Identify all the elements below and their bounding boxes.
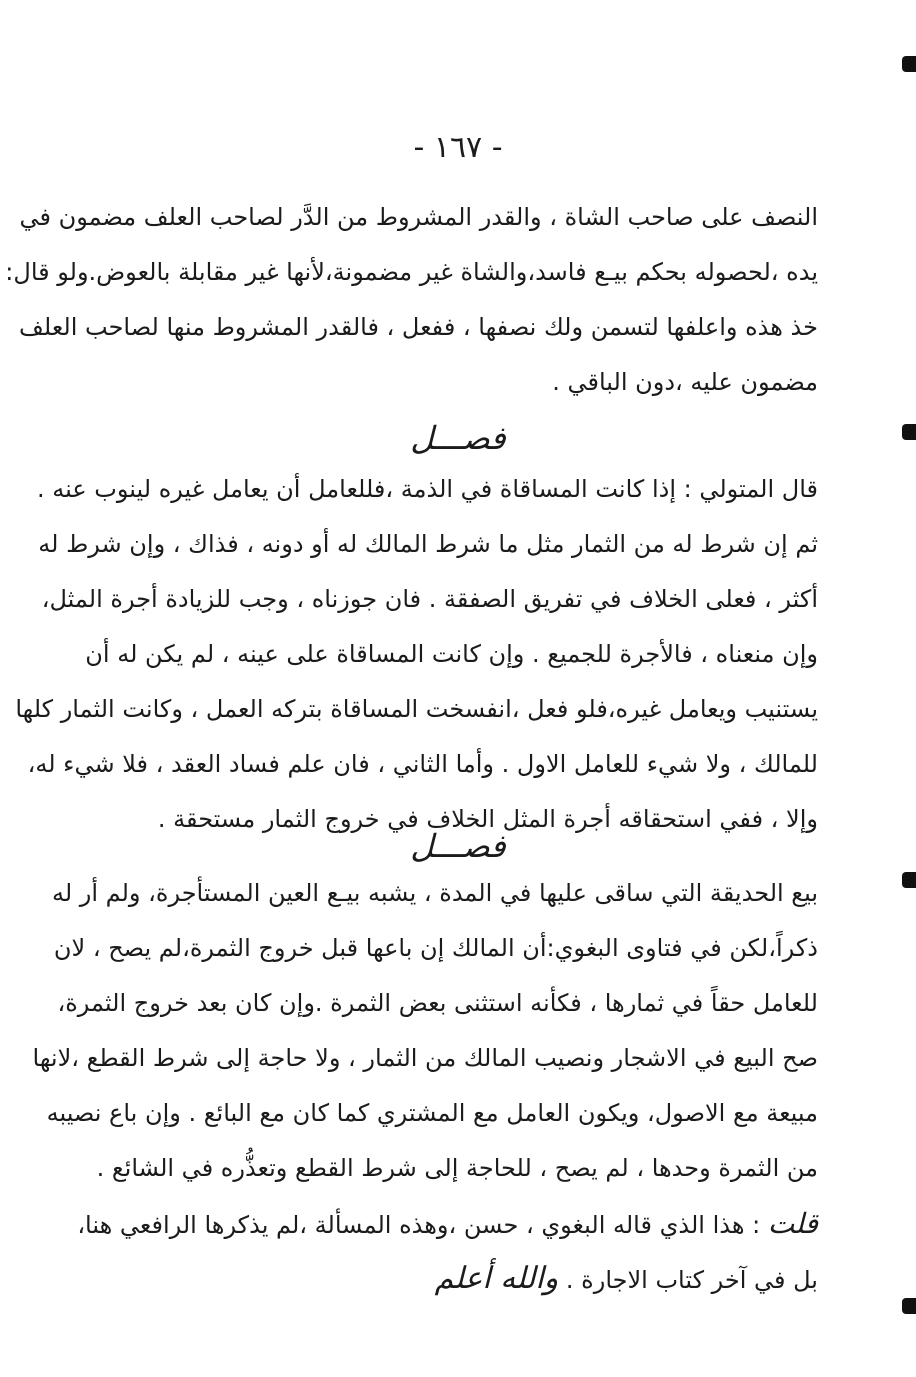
paragraph-continuation	[5, 190, 818, 410]
paragraph-mutawalli	[15, 462, 818, 847]
scan-edge-mark	[902, 56, 916, 72]
text-line: النصف على صاحب الشاة ، والقدر المشروط من الدَّر لصاحب العلف مضمون في	[19, 203, 818, 231]
paragraph-garden-sale	[32, 866, 818, 1196]
text-line: خذ هذه واعلفها لتسمن ولك نصفها ، ففعل ، فالقدر المشروط منها لصاحب العلف	[19, 313, 818, 341]
text-line	[100, 1251, 818, 1306]
text-line: للمالك ، ولا شيء للعامل الاول . وأما الثاني ، فان علم فساد العقد ، فلا شيء له،	[27, 750, 818, 778]
paragraph-author-note	[77, 1196, 818, 1306]
section-heading-1: فصـــل	[410, 419, 506, 457]
scan-edge-mark	[902, 1298, 916, 1314]
text-span: : هذا الذي قاله البغوي ، حسن ،وهذه المسألة ،لم يذكرها الرافعي هنا،	[77, 1211, 768, 1239]
section-heading-2: فصـــل	[410, 827, 506, 865]
scan-edge-mark	[902, 424, 916, 440]
text-line: وإن منعناه ، فالأجرة للجميع . وإن كانت المساقاة على عينه ، لم يكن له أن	[85, 640, 818, 668]
text-line: مبيعة مع الاصول، ويكون العامل مع المشتري كما كان مع البائع . وإن باع نصيبه	[46, 1099, 818, 1127]
page-number: - ١٦٧ -	[413, 130, 503, 165]
text-line: يستنيب ويعامل غيره،فلو فعل ،انفسخت المساقاة بتركه العمل ، وكانت الثمار كلها	[15, 695, 818, 723]
text-line: قال المتولي : إذا كانت المساقاة في الذمة ،فللعامل أن يعامل غيره لينوب عنه .	[36, 475, 818, 503]
text-line	[77, 1196, 818, 1251]
text-line: يده ،لحصوله بحكم بيـع فاسد،والشاة غير مضمونة،لأنها غير مقابلة بالعوض.ولو قال:	[5, 258, 818, 286]
text-line: للعامل حقاً في ثمارها ، فكأنه استثنى بعض الثمرة .وإن كان بعد خروج الثمرة،	[57, 989, 818, 1017]
text-line: ثم إن شرط له من الثمار مثل ما شرط المالك له أو دونه ، فذاك ، وإن شرط له	[38, 530, 818, 558]
lead-word: قلت	[767, 1207, 818, 1240]
text-line: مضمون عليه ،دون الباقي .	[552, 368, 818, 396]
text-line: بيع الحديقة التي ساقى عليها في المدة ، يشبه بيـع العين المستأجرة، ولم أر له	[51, 879, 818, 907]
text-line: من الثمرة وحدها ، لم يصح ، للحاجة إلى شرط القطع وتعذُّره في الشائع .	[96, 1154, 818, 1182]
text-line: ذكراً،لكن في فتاوى البغوي:أن المالك إن باعها قبل خروج الثمرة،لم يصح ، لان	[53, 934, 818, 962]
text-line: وإلا ، ففي استحقاقه أجرة المثل الخلاف في خروج الثمار مستحقة .	[157, 805, 818, 833]
text-line: صح البيع في الاشجار ونصيب المالك من الثمار ، ولا حاجة إلى شرط القطع ،لانها	[32, 1044, 818, 1072]
closing-phrase: والله أعلم	[434, 1261, 559, 1296]
scan-edge-mark	[902, 872, 916, 888]
text-span: بل في آخر كتاب الاجارة .	[558, 1266, 818, 1294]
text-line: أكثر ، فعلى الخلاف في تفريق الصفقة . فان جوزناه ، وجب للزيادة أجرة المثل،	[41, 585, 818, 613]
